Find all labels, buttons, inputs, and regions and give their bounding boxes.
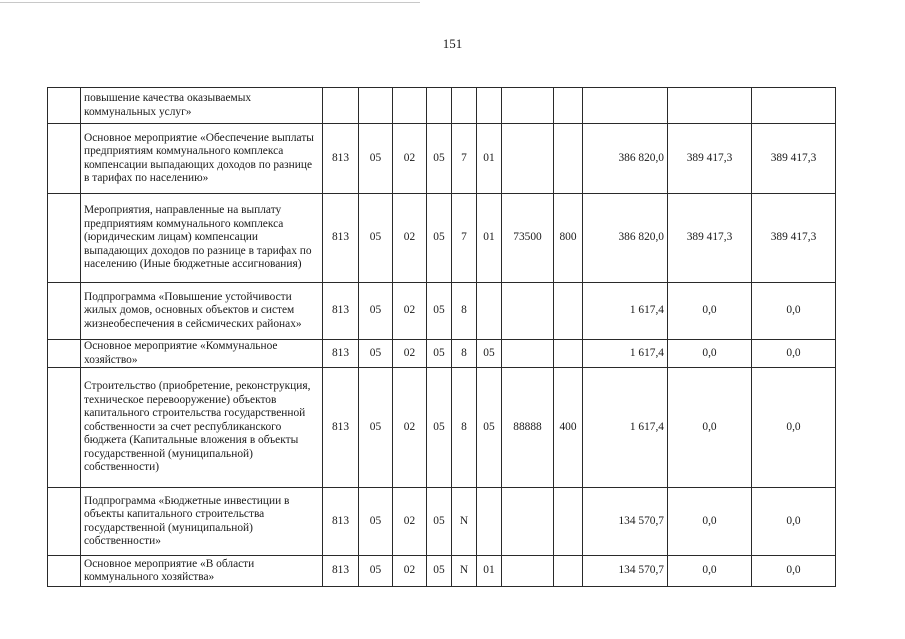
cell-amount-year3: 0,0 (752, 368, 836, 488)
cell-subsection: 02 (393, 194, 427, 283)
cell-program: 05 (427, 194, 452, 283)
table-row (48, 88, 836, 124)
cell-amount-year2: 0,0 (668, 283, 752, 340)
cell-admin-code: 813 (323, 283, 359, 340)
cell-expense-type (554, 340, 583, 368)
cell-subprogram (452, 88, 477, 124)
budget-table (47, 87, 836, 587)
cell-subprogram: 7 (452, 194, 477, 283)
cell-direction (502, 556, 554, 587)
cell-subsection: 02 (393, 488, 427, 556)
table-row (48, 283, 836, 340)
cell-amount-year1: 134 570,7 (583, 556, 668, 587)
cell-amount-year2: 0,0 (668, 488, 752, 556)
cell-item-name: Подпрограмма «Повышение устойчивости жилых домов, основных объектов и систем жизнеобеспечения в сейсмических районах» (81, 283, 323, 340)
cell-program: 05 (427, 368, 452, 488)
cell-index (48, 556, 81, 587)
cell-item-name: Строительство (приобретение, реконструкция, техническое перевооружение) объектов капитального строительства государственной собственности за счет республиканского бюджета (Капитальные вложения в объекты государственной (муниципальной) собственности) (81, 368, 323, 488)
cell-admin-code: 813 (323, 340, 359, 368)
cell-index (48, 283, 81, 340)
cell-program: 05 (427, 488, 452, 556)
cell-section: 05 (359, 488, 393, 556)
cell-section: 05 (359, 368, 393, 488)
cell-activity (477, 488, 502, 556)
cell-amount-year3: 389 417,3 (752, 124, 836, 194)
cell-subprogram: N (452, 556, 477, 587)
cell-section: 05 (359, 340, 393, 368)
cell-direction: 73500 (502, 194, 554, 283)
cell-item-name: Основное мероприятие «Коммунальное хозяйство» (81, 340, 323, 368)
cell-subsection: 02 (393, 340, 427, 368)
cell-index (48, 368, 81, 488)
cell-subprogram: 7 (452, 124, 477, 194)
cell-subprogram: 8 (452, 283, 477, 340)
cell-item-name: повышение качества оказываемых коммунальных услуг» (81, 88, 323, 124)
cell-amount-year3 (752, 88, 836, 124)
table-row (48, 488, 836, 556)
cell-admin-code (323, 88, 359, 124)
cell-index (48, 88, 81, 124)
cell-amount-year2: 389 417,3 (668, 124, 752, 194)
cell-direction (502, 88, 554, 124)
cell-program: 05 (427, 124, 452, 194)
cell-subsection: 02 (393, 283, 427, 340)
cell-amount-year2: 389 417,3 (668, 194, 752, 283)
cell-expense-type (554, 556, 583, 587)
cell-index (48, 194, 81, 283)
cell-expense-type (554, 488, 583, 556)
cell-amount-year3: 0,0 (752, 340, 836, 368)
cell-activity: 05 (477, 368, 502, 488)
cell-direction: 88888 (502, 368, 554, 488)
cell-activity: 05 (477, 340, 502, 368)
cell-expense-type (554, 88, 583, 124)
cell-amount-year1: 1 617,4 (583, 368, 668, 488)
cell-direction (502, 340, 554, 368)
scan-edge-line (0, 2, 420, 3)
table-row (48, 124, 836, 194)
cell-amount-year3: 0,0 (752, 283, 836, 340)
cell-program: 05 (427, 283, 452, 340)
cell-amount-year2: 0,0 (668, 368, 752, 488)
cell-item-name: Подпрограмма «Бюджетные инвестиции в объекты капитального строительства государственной (муниципальной) собственности» (81, 488, 323, 556)
cell-expense-type (554, 283, 583, 340)
cell-expense-type: 400 (554, 368, 583, 488)
cell-activity: 01 (477, 124, 502, 194)
cell-activity: 01 (477, 194, 502, 283)
table-row (48, 368, 836, 488)
cell-index (48, 488, 81, 556)
cell-expense-type: 800 (554, 194, 583, 283)
cell-admin-code: 813 (323, 556, 359, 587)
cell-activity (477, 283, 502, 340)
cell-item-name: Мероприятия, направленные на выплату предприятиям коммунального комплекса (юридическим лицам) компенсации выпадающих доходов по разнице в тарифах по населению (Иные бюджетные ассигнования) (81, 194, 323, 283)
table-row (48, 556, 836, 587)
cell-amount-year2: 0,0 (668, 556, 752, 587)
cell-section: 05 (359, 556, 393, 587)
cell-direction (502, 283, 554, 340)
cell-section: 05 (359, 283, 393, 340)
cell-section: 05 (359, 194, 393, 283)
table-row (48, 194, 836, 283)
cell-activity: 01 (477, 556, 502, 587)
cell-amount-year3: 0,0 (752, 488, 836, 556)
cell-index (48, 340, 81, 368)
cell-section: 05 (359, 124, 393, 194)
cell-admin-code: 813 (323, 488, 359, 556)
cell-amount-year1 (583, 88, 668, 124)
cell-subprogram: 8 (452, 340, 477, 368)
cell-admin-code: 813 (323, 368, 359, 488)
cell-direction (502, 124, 554, 194)
table-row (48, 340, 836, 368)
cell-item-name: Основное мероприятие «В области коммунального хозяйства» (81, 556, 323, 587)
cell-admin-code: 813 (323, 194, 359, 283)
cell-subsection: 02 (393, 124, 427, 194)
cell-subsection: 02 (393, 368, 427, 488)
cell-amount-year3: 389 417,3 (752, 194, 836, 283)
cell-subprogram: 8 (452, 368, 477, 488)
cell-amount-year3: 0,0 (752, 556, 836, 587)
cell-subsection: 02 (393, 556, 427, 587)
cell-amount-year1: 134 570,7 (583, 488, 668, 556)
cell-amount-year2: 0,0 (668, 340, 752, 368)
cell-amount-year1: 386 820,0 (583, 194, 668, 283)
cell-index (48, 124, 81, 194)
cell-admin-code: 813 (323, 124, 359, 194)
cell-amount-year1: 1 617,4 (583, 283, 668, 340)
cell-program (427, 88, 452, 124)
cell-item-name: Основное мероприятие «Обеспечение выплаты предприятиям коммунального комплекса компенсации выпадающих доходов по разнице в тарифах по населению» (81, 124, 323, 194)
cell-expense-type (554, 124, 583, 194)
cell-direction (502, 488, 554, 556)
cell-subsection (393, 88, 427, 124)
cell-activity (477, 88, 502, 124)
cell-program: 05 (427, 340, 452, 368)
cell-amount-year1: 1 617,4 (583, 340, 668, 368)
cell-amount-year1: 386 820,0 (583, 124, 668, 194)
cell-program: 05 (427, 556, 452, 587)
cell-amount-year2 (668, 88, 752, 124)
cell-section (359, 88, 393, 124)
page-number: 151 (442, 36, 463, 51)
cell-subprogram: N (452, 488, 477, 556)
